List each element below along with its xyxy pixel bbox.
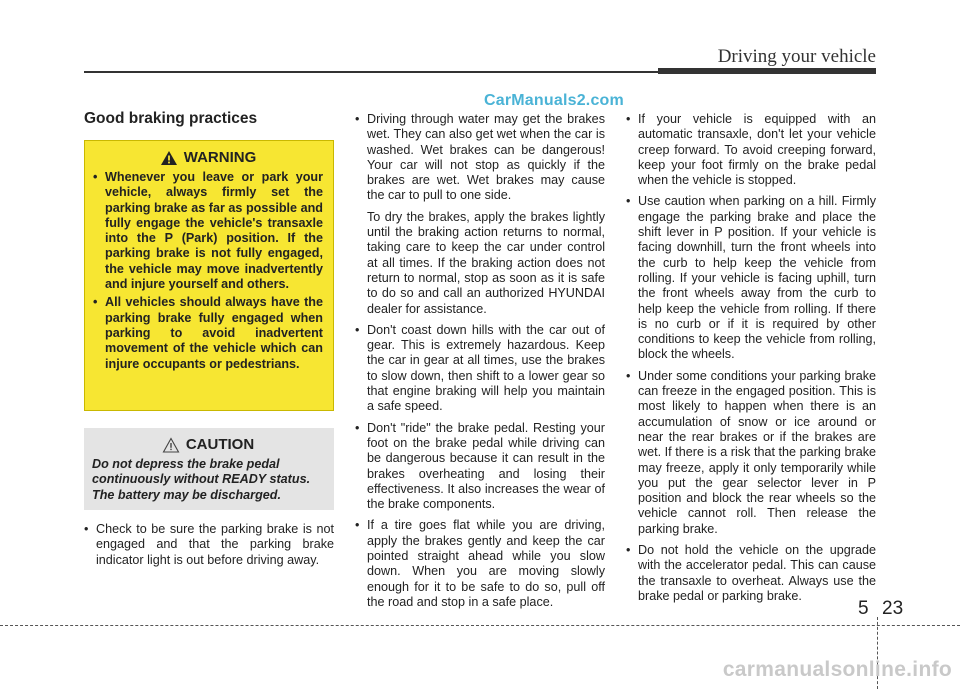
list-item: • If a tire goes flat while you are driving, apply the brakes gently and keep the car pointed straight ahead while you slow down. When you are moving slowly enough for it to be safe to do so, pull off the road and stop in a safe place. <box>355 518 605 610</box>
warning-item: • Whenever you leave or park your vehicle, always firmly set the parking brake as far as possible and fully engage the vehicle's transaxle into the P (Park) position. If the parking brake is not fully engaged, the vehicle may move inadvertently and injure yourself and others. <box>93 170 323 292</box>
column-2 <box>355 112 605 616</box>
list-item: • Don't coast down hills with the car out of gear. This is extremely hazardous. Keep the car in gear at all times, use the brakes to slow down, then shift to a lower gear so that engine braking will help you maintain a safe speed. <box>355 323 605 415</box>
header-rule-accent <box>658 68 876 74</box>
watermark-bottom: carmanualsonline.info <box>722 658 952 681</box>
chapter-number: 5 <box>858 598 869 619</box>
column-3 <box>626 112 876 610</box>
list-item: • Use caution when parking on a hill. Firmly engage the parking brake and place the shift lever in P position. If your vehicle is facing downhill, turn the front wheels into the curb to help keep the vehicle from rolling. If your vehicle is facing uphill, turn the front wheels away from the curb to help keep the vehicle from rolling. If there is no curb or if it is required by other conditions to keep the vehicle from rolling, block the wheels. <box>626 194 876 362</box>
caution-icon <box>162 437 180 453</box>
page-number: 23 <box>882 598 904 619</box>
caution-box <box>84 428 334 510</box>
caution-label: CAUTION <box>185 436 255 453</box>
column-1 <box>84 522 334 574</box>
list-item: • Check to be sure the parking brake is not engaged and that the parking brake indicator light is out before driving away. <box>84 522 334 568</box>
warning-icon <box>160 150 178 166</box>
warning-heading <box>93 149 323 166</box>
header-title: Driving your vehicle <box>717 46 876 67</box>
caution-text: Do not depress the brake pedal continuously without READY status. The battery may be discharged. <box>92 457 311 502</box>
list-item: • Driving through water may get the brakes wet. They can also get wet when the car is washed. Wet brakes can be dangerous! Your car will not stop as quickly if the brakes are wet. Wet brakes may cause the car to pull to one side. <box>355 112 605 204</box>
footer-rule <box>0 625 960 626</box>
list-item: • Under some conditions your parking brake can freeze in the engaged position. This is most likely to happen when there is an accumulation of snow or ice around or near the rear brakes or if the brakes are wet. If there is a risk that the parking brake may freeze, apply it only temporarily while you put the gear selector lever in P position and block the rear wheels so the vehicle cannot roll. Then release the parking brake. <box>626 369 876 537</box>
list-item-detail: To dry the brakes, apply the brakes lightly until the braking action returns to normal, taking care to keep the car under control at all times. If the braking action does not return to normal, stop as soon as it is safe to do so and call an authorized HYUNDAI dealer for assistance. <box>367 209 605 316</box>
list-item: • Do not hold the vehicle on the upgrade with the accelerator pedal. This can cause the transaxle to overheat. Always use the brake pedal or parking brake. <box>626 543 876 604</box>
caution-heading <box>92 436 324 453</box>
warning-label: WARNING <box>183 149 257 166</box>
list-item: • If your vehicle is equipped with an automatic transaxle, don't let your vehicle creep forward. To avoid creeping forward, keep your foot firmly on the brake pedal when the vehicle is stopped. <box>626 112 876 188</box>
section-title: Good braking practices <box>84 110 258 127</box>
warning-box <box>84 140 334 411</box>
warning-item: • All vehicles should always have the parking brake fully engaged when parking to avoid inadvertent movement of the vehicle which can injure occupants or pedestrians. <box>93 295 323 371</box>
watermark-link[interactable]: CarManuals2.com <box>484 92 624 109</box>
list-item: • Don't "ride" the brake pedal. Resting your foot on the brake pedal while driving can be dangerous because it can result in the brakes overheating and losing their effectiveness. It also increases the wear of the brake components. <box>355 421 605 513</box>
